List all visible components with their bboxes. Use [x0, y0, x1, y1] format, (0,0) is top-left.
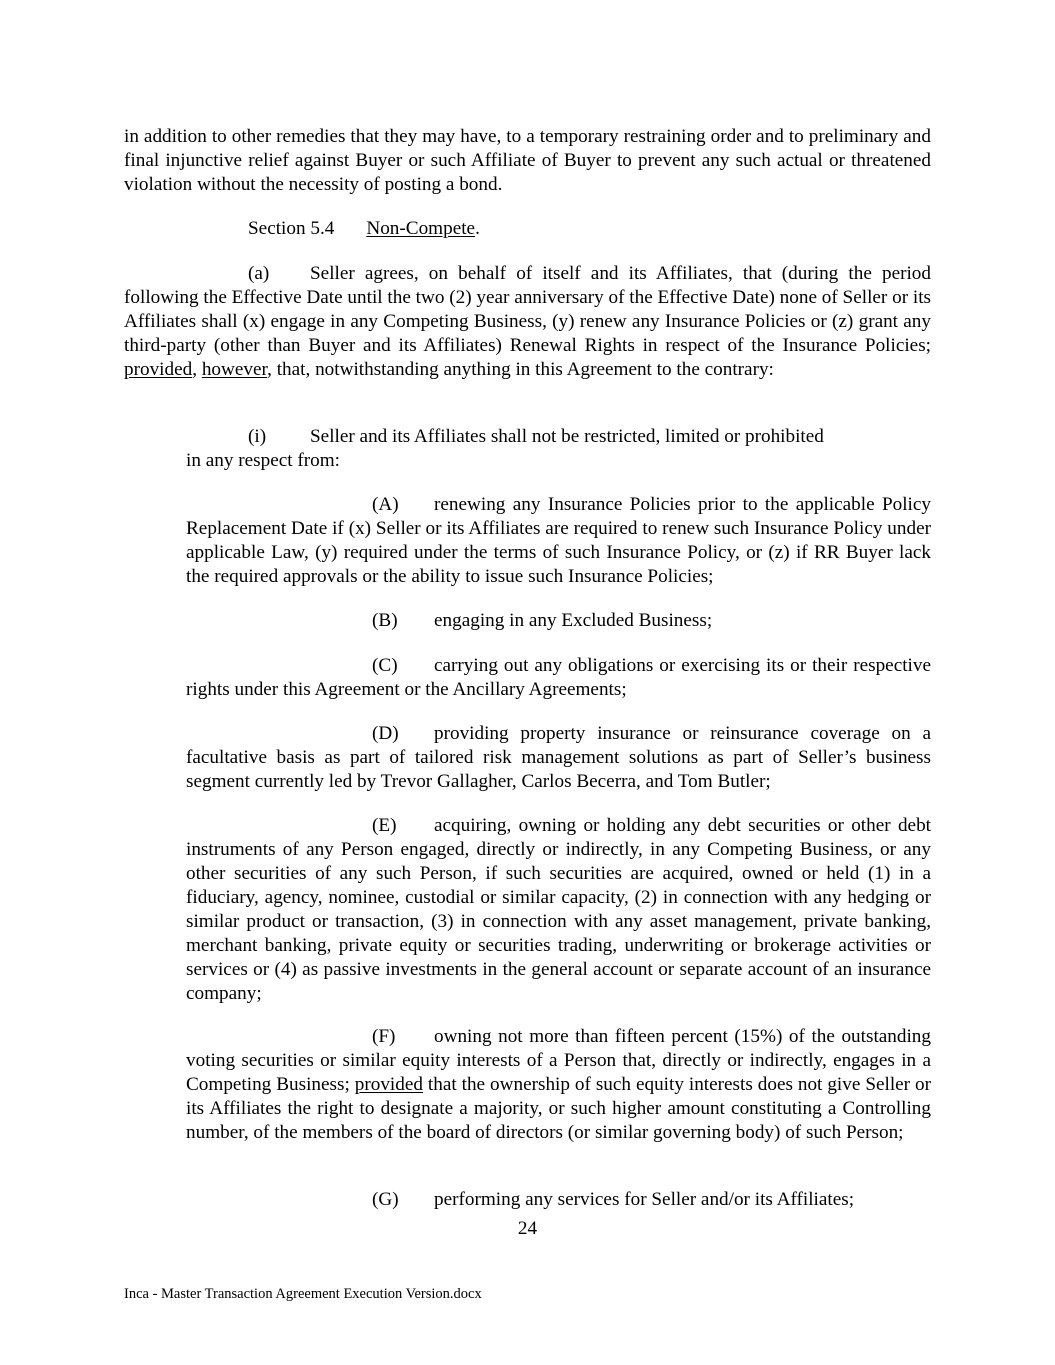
item-a-marker: (A)	[372, 494, 399, 515]
item-e	[186, 814, 931, 1006]
item-b-text: engaging in any Excluded Business;	[434, 610, 713, 631]
item-d	[186, 722, 931, 794]
item-f	[186, 1025, 931, 1145]
item-a-text: renewing any Insurance Policies prior to the applicable Policy Replacement Date if (x) Seller or its Affiliates are required to renew such Insurance Policy under applicable Law, (y) required under the terms of such Insurance Policy, or (z) if RR Buyer lack the required approvals or the ability to issue such Insurance Policies;	[186, 494, 931, 587]
section-number: Section 5.4	[248, 218, 335, 239]
item-e-marker: (E)	[372, 815, 397, 836]
item-e-text: acquiring, owning or holding any debt securities or other debt instruments of any Person engaged, directly or indirectly, in any Competing Business, or any other securities of any such Person, if such securities are acquired, owned or held (1) in a fiduciary, agency, nominee, custodial or similar capacity, (2) in connection with any hedging or similar product or transaction, (3) in connection with any asset management, private banking, merchant banking, private equity or securities trading, underwriting or brokerage activities or services or (4) as passive investments in the general account or separate account of an insurance company;	[186, 815, 931, 1004]
item-f-marker: (F)	[372, 1026, 396, 1047]
item-g-text: performing any services for Seller and/or its Affiliates;	[434, 1189, 855, 1210]
item-d-text: providing property insurance or reinsurance coverage on a facultative basis as part of tailored risk management solutions as part of Seller’s business segment currently led by Trevor Gallagher, Carlos Becerra, and Tom Butler;	[186, 723, 931, 792]
item-a	[186, 493, 931, 589]
document-footer: Inca - Master Transaction Agreement Execution Version.docx	[124, 1286, 482, 1302]
item-c	[186, 654, 931, 702]
section-title-suffix: .	[475, 218, 480, 239]
paragraph-i-text: Seller and its Affiliates shall not be restricted, limited or prohibited	[310, 426, 824, 447]
paragraph-i-marker: (i)	[248, 426, 267, 447]
page-number: 24	[517, 1218, 538, 1239]
item-d-marker: (D)	[372, 723, 399, 744]
item-f-provided-term: provided	[354, 1074, 423, 1095]
item-c-marker: (C)	[372, 655, 398, 676]
item-f-text-before: owning not more than fifteen percent (15%) of the outstanding voting securities or similar equity interests of a Person that, directly or indirectly, engages in a Competing Business;	[186, 1026, 931, 1095]
item-c-text: carrying out any obligations or exercising its or their respective rights under this Agreement or the Ancillary Agreements;	[186, 655, 931, 700]
paragraph-a	[124, 262, 931, 382]
section-heading	[248, 217, 480, 241]
paragraph-a-text-before: Seller agrees, on behalf of itself and its Affiliates, that (during the period following the Effective Date until the two (2) year anniversary of the Effective Date) none of Seller or its Affiliates shall (x) engage in any Competing Business, (y) renew any Insurance Policies or (z) grant any third-party (other than Buyer and its Affiliates) Renewal Rights in respect of the Insurance Policies;	[124, 263, 932, 356]
provided-term: provided	[124, 359, 193, 380]
paragraph-a-marker: (a)	[248, 263, 270, 284]
item-g	[372, 1188, 854, 1212]
however-term: however	[201, 359, 268, 380]
paragraph-i-line2: in any respect from:	[186, 450, 340, 471]
item-f-text-after: that the ownership of such equity interests does not give Seller or its Affiliates the right to designate a majority, or such higher amount constituting a Controlling number, of the members of the board of directors (or similar governing body) of such Person;	[186, 1074, 932, 1143]
item-b	[372, 609, 712, 633]
paragraph-a-text-after: , that, notwithstanding anything in this Agreement to the contrary:	[267, 359, 774, 380]
paragraph-a-comma: ,	[192, 359, 202, 380]
item-b-marker: (B)	[372, 610, 398, 631]
paragraph-i-line1	[248, 425, 824, 449]
item-g-marker: (G)	[372, 1189, 399, 1210]
section-title: Non-Compete	[366, 218, 476, 239]
intro-paragraph: in addition to other remedies that they may have, to a temporary restraining order and to preliminary and final injunctive relief against Buyer or such Affiliate of Buyer to prevent any such actual or threatened violation without the necessity of posting a bond.	[124, 126, 931, 195]
